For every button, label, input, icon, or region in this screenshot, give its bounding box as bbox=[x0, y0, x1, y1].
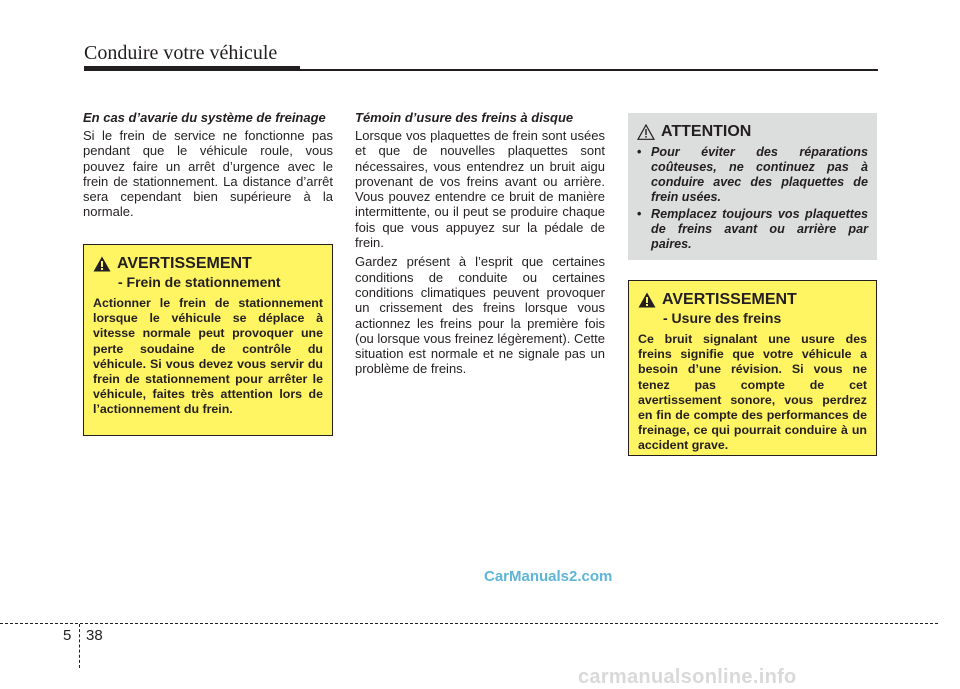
attention-box bbox=[628, 113, 877, 260]
warning-subtitle: - Usure des freins bbox=[663, 310, 782, 326]
paragraph-brake-failure: Si le frein de service ne fonctionne pas pendant que le véhicule roule, vous pouvez faire un arrêt d’urgence avec le frein de stationnement. La distance d’arrêt sera cependant bien supérieure à la normale. bbox=[83, 128, 333, 220]
column-left bbox=[83, 110, 333, 224]
page-number: 38 bbox=[86, 627, 103, 644]
attention-item: • Pour éviter des réparations coûteuses, ne continuez pas à conduire avec des plaquettes de frein usées. bbox=[637, 145, 868, 204]
warning-title: AVERTISSEMENT bbox=[662, 291, 797, 308]
warning-subtitle: - Frein de stationnement bbox=[118, 274, 281, 290]
site-watermark: carmanualsonline.info bbox=[578, 666, 797, 688]
warning-body: Actionner le frein de stationnement lorsque le véhicule se déplace à vitesse normale peut provoquer une perte soudaine de contrôle du véhicule. Si vous devez vous servir du frein de stationnement pour arrêter le véhicule, faites très attention lors de l’actionnement du frein. bbox=[93, 296, 323, 417]
paragraph-brake-wear-2: Gardez présent à l’esprit que certaines conditions de conduite ou certaines conditions climatiques peuvent provoquer un crissement des freins lorsque vous actionnez les freins pour la première fois (ou lorsque vous freinez légèrement). Cette situation est normale et ne signale pas un problème de freins. bbox=[355, 254, 606, 377]
chapter-number: 5 bbox=[63, 627, 72, 644]
watermark-link[interactable]: CarManuals2.com bbox=[484, 568, 613, 585]
attention-list bbox=[637, 145, 868, 252]
paragraph-brake-wear-1: Lorsque vos plaquettes de frein sont usées et que de nouvelles plaquettes sont nécessaires, vous entendrez un bruit aigu provenant de vos freins avant ou arrière. Vous pouvez entendre ce bruit de manière intermittente, ou il peut se produire chaque fois que vous appuyez sur la pédale de frein. bbox=[355, 128, 605, 251]
attention-item: • Remplacez toujours vos plaquettes de freins avant ou arrière par paires. bbox=[637, 207, 868, 251]
section-heading-brake-failure: En cas d’avarie du système de freinage bbox=[83, 110, 326, 125]
header-rule-thick bbox=[84, 66, 300, 71]
warning-box-brake-wear bbox=[628, 280, 877, 456]
warning-box-parking-brake bbox=[83, 244, 333, 436]
warning-header bbox=[638, 291, 867, 309]
warning-header bbox=[93, 255, 323, 273]
attention-title: ATTENTION bbox=[661, 123, 752, 140]
footer-divider bbox=[79, 624, 80, 668]
column-middle bbox=[355, 110, 605, 381]
section-heading-brake-wear: Témoin d’usure des freins à disque bbox=[355, 110, 574, 125]
warning-triangle-icon bbox=[93, 256, 111, 272]
warning-title: AVERTISSEMENT bbox=[117, 255, 252, 272]
attention-header bbox=[637, 123, 868, 141]
footer-rule bbox=[0, 623, 938, 624]
warning-body: Ce bruit signalant une usure des freins signifie que votre véhicule a besoin d’une révision. Si vous ne tenez pas compte de cet avertissement sonore, vous perdrez en fin de compte des performances de freinage, ce qui pourrait conduire à un accident grave. bbox=[638, 332, 867, 453]
header-rule-thin bbox=[300, 69, 878, 71]
caution-triangle-icon bbox=[637, 124, 655, 140]
page-header-title: Conduire votre véhicule bbox=[84, 42, 278, 64]
warning-triangle-icon bbox=[638, 292, 656, 308]
